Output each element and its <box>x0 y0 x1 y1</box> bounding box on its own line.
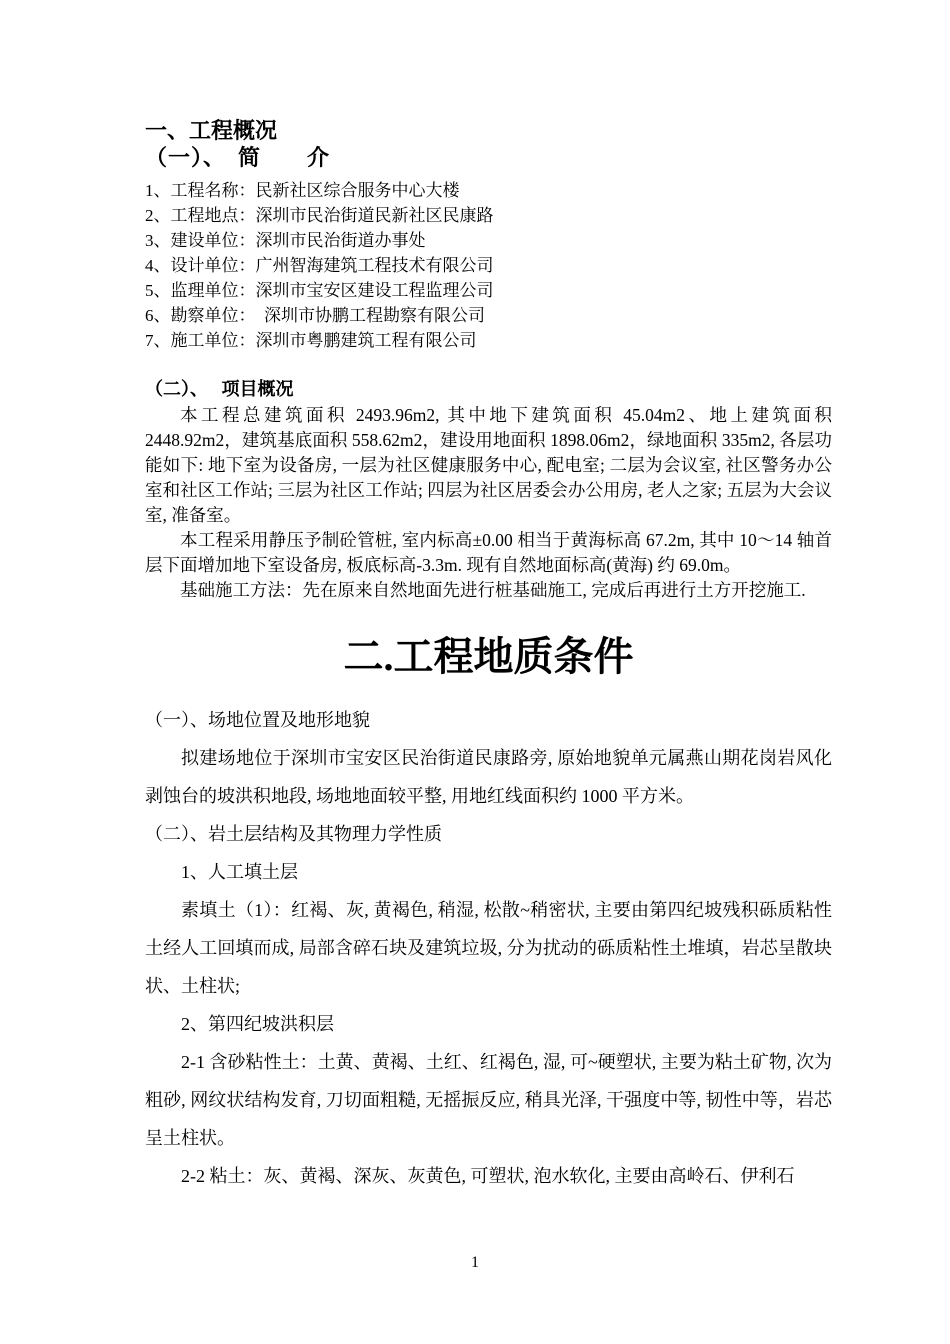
section2-heading-site: （一）、场地位置及地形地貌 <box>145 710 370 730</box>
list-item-project-name: 1、工程名称：民新社区综合服务中心大楼 <box>145 181 460 200</box>
list-item-construction-unit: 3、建设单位：深圳市民治街道办事处 <box>145 231 426 250</box>
section1-sub1-title: （一）、 简 介 <box>145 145 331 170</box>
overview-paragraph-3: 基础施工方法：先在原来自然地面先进行桩基础施工, 完成后再进行土方开挖施工. <box>180 580 806 600</box>
list-item-project-location: 2、工程地点：深圳市民治街道民新社区民康路 <box>145 206 494 225</box>
overview-paragraph-2: 本工程采用静压予制砼管桩, 室内标高±0.00 相当于黄海标高 67.2m, 其中 10～14 轴首层下面增加地下室设备房, 板底标高-3.3m. 现有自然地面标高(黄海) 约 69.0m。 <box>145 530 832 575</box>
section2-title: 二.工程地质条件 <box>343 634 634 679</box>
project-info-list <box>145 178 832 353</box>
list-item-builder-unit: 7、施工单位：深圳市粤鹏建筑工程有限公司 <box>145 331 477 350</box>
overview-paragraph-1: 本工程总建筑面积 2493.96m2, 其中地下建筑面积 45.04m2、地上建筑面积 2448.92m2，建筑基底面积 558.62m2，建设用地面积 1898.06m2，绿地面积 335m2, 各层功能如下: 地下室为设备房, 一层为社区健康服务中心, 配电室; 二层为会议室, 社区警务办公室和社区工作站; 三层为社区工作站; 四层为社区居委会办公用房, 老人之家; 五层为大会议室, 准备室。 <box>145 405 832 525</box>
section2-heading-soil: （二）、岩土层结构及其物理力学性质 <box>145 824 442 844</box>
page-number: 1 <box>471 1254 479 1271</box>
section1-sub2-title: （二）、 项目概况 <box>145 379 294 399</box>
list-item-survey-unit: 6、勘察单位： 深圳市协鹏工程勘察有限公司 <box>145 306 485 325</box>
section2-subheading-quaternary-layer: 2、第四纪坡洪积层 <box>181 1014 334 1034</box>
list-item-supervision-unit: 5、监理单位：深圳市宝安区建设工程监理公司 <box>145 281 494 300</box>
section2-paragraph-fill-soil: 素填土（1）：红褐、灰, 黄褐色, 稍湿, 松散~稍密状, 主要由第四纪坡残积砾质粘性土经人工回填而成, 局部含碎石块及建筑垃圾, 分为扰动的砾质粘性土堆填，岩芯呈散块状、土柱状; <box>145 900 832 996</box>
section2-paragraph-clay: 2-2 粘土：灰、黄褐、深灰、灰黄色, 可塑状, 泡水软化, 主要由高岭石、伊利石 <box>181 1166 795 1186</box>
section1-title: 一、工程概况 <box>145 118 278 143</box>
section2-paragraph-site: 拟建场地位于深圳市宝安区民治街道民康路旁, 原始地貌单元属燕山期花岗岩风化剥蚀台的坡洪积地段, 场地地面较平整, 用地红线面积约 1000 平方米。 <box>145 748 832 806</box>
section2-subheading-fill-layer: 1、人工填土层 <box>181 862 298 882</box>
list-item-design-unit: 4、设计单位：广州智海建筑工程技术有限公司 <box>145 256 494 275</box>
section2-paragraph-sandy-clay: 2-1 含砂粘性土：土黄、黄褐、土红、红褐色, 湿, 可~硬塑状, 主要为粘土矿物, 次为粗砂, 网纹状结构发育, 刀切面粗糙, 无摇振反应, 稍具光泽, 干强度中等, 韧性中等，岩芯呈土柱状。 <box>145 1052 832 1148</box>
